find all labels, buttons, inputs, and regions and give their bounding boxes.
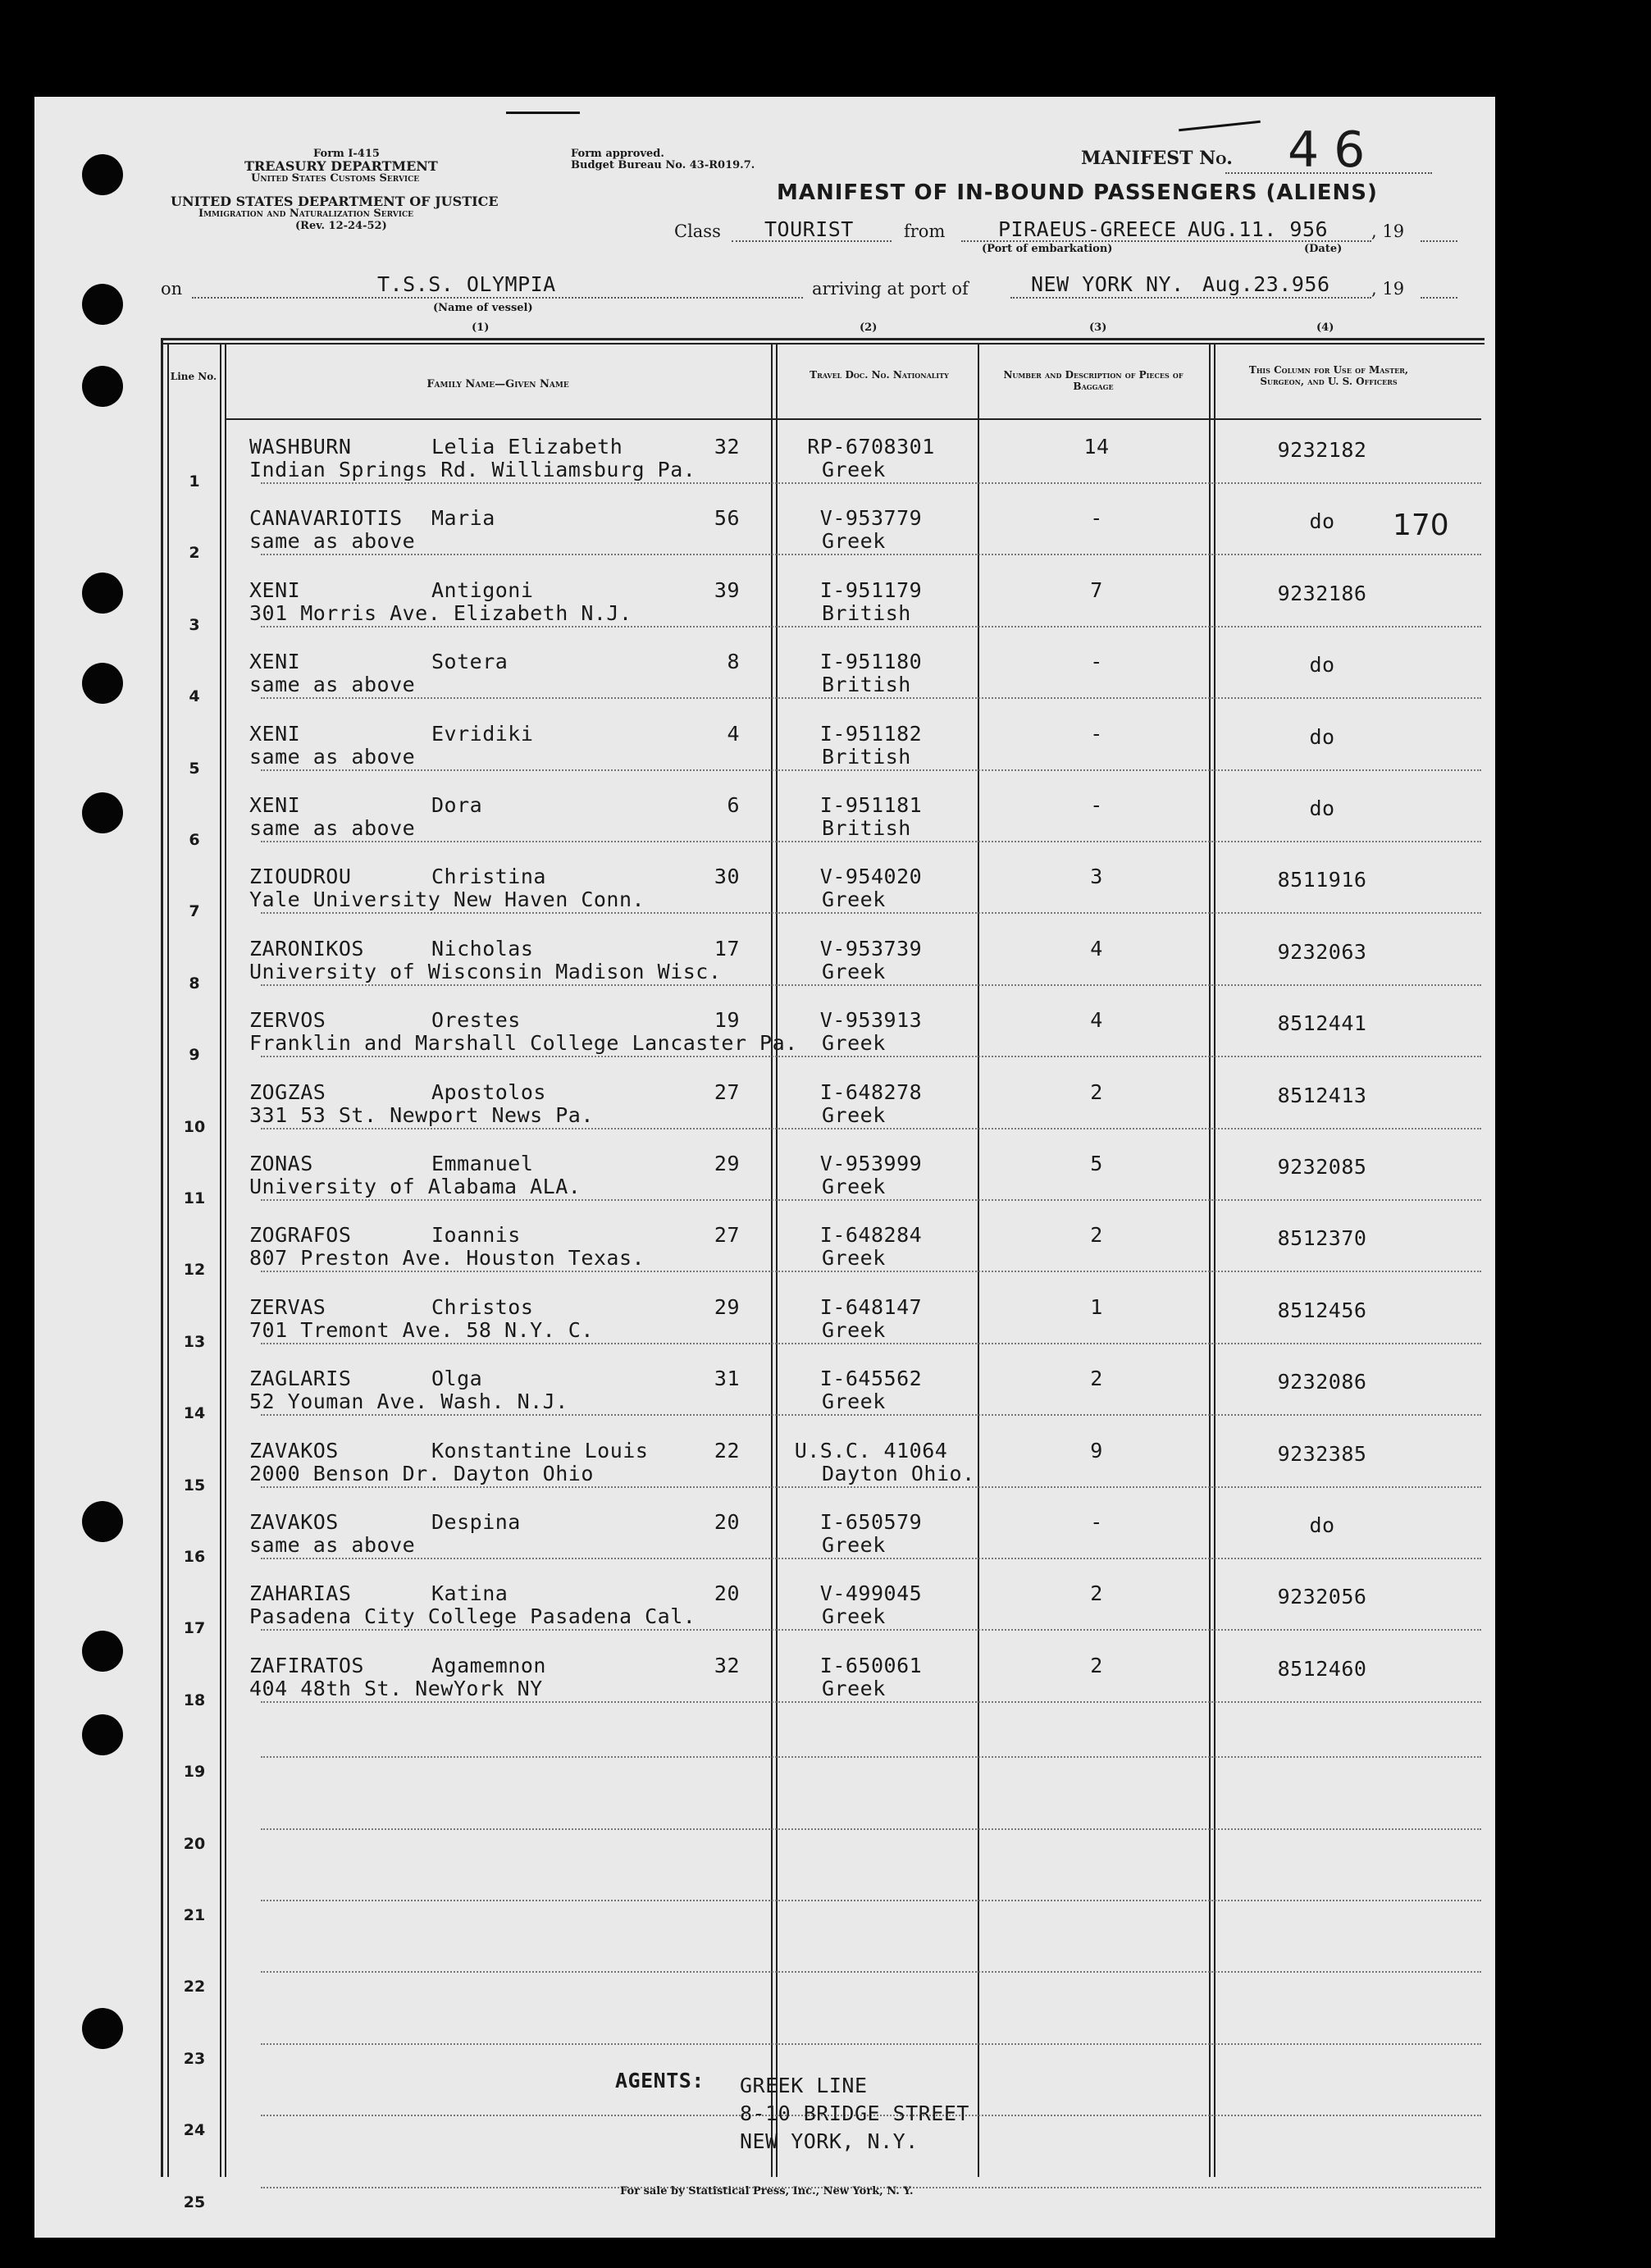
line-number: 16 (183, 1548, 206, 1566)
budget-bureau: Budget Bureau No. 43-R019.7. (571, 159, 755, 171)
given-name: Konstantine Louis (431, 1438, 649, 1463)
officer-number: 8512456 (1277, 1298, 1367, 1322)
nationality: British (822, 600, 911, 625)
row-rule (261, 2043, 1481, 2045)
year-label: , 19 (1371, 221, 1405, 241)
family-name: ZAVAKOS (249, 1510, 339, 1534)
family-name: ZIOUDROU (249, 865, 352, 889)
nationality: Greek (822, 1676, 886, 1700)
line-number: 5 (189, 759, 200, 778)
col-number-1: (1) (472, 322, 490, 334)
officer-number: 8512460 (1277, 1656, 1367, 1681)
age: 27 (714, 1079, 740, 1104)
customs-label: United States Customs Service (251, 172, 420, 185)
line-number: 15 (183, 1476, 206, 1495)
travel-doc-number: RP-6708301 (807, 435, 935, 459)
punch-hole (82, 366, 123, 407)
travel-doc-number: I-951180 (819, 650, 923, 674)
family-name: ZOGRAFOS (249, 1223, 352, 1248)
family-name: XENI (249, 577, 301, 602)
family-name: ZAGLARIS (249, 1367, 352, 1391)
officer-number: 9232086 (1277, 1370, 1367, 1394)
manifest-page (34, 97, 1495, 2238)
nationality: British (822, 673, 911, 697)
col-number-2: (2) (860, 322, 878, 334)
baggage-count: - (1090, 721, 1103, 746)
family-name: XENI (249, 721, 301, 746)
line-number: 4 (189, 687, 200, 706)
given-name: Christina (431, 865, 546, 889)
manifest-number: 46 (1288, 121, 1380, 179)
punch-hole (82, 1714, 123, 1755)
nationality: British (822, 816, 911, 840)
row-rule (261, 554, 1481, 555)
given-name: Orestes (431, 1008, 521, 1033)
from-label: from (904, 221, 946, 241)
col-number-3: (3) (1089, 322, 1107, 334)
baggage-count: 1 (1090, 1294, 1103, 1319)
punch-hole (82, 573, 123, 614)
travel-doc-number: I-951182 (819, 721, 923, 746)
header-travel-doc: Travel Doc. No. Nationality (810, 369, 949, 381)
manifest-title: MANIFEST OF IN-BOUND PASSENGERS (ALIENS) (777, 180, 1378, 205)
given-name: Christos (431, 1294, 534, 1319)
form-number: Form I-415 (313, 148, 380, 160)
nationality: Greek (822, 1031, 886, 1056)
header-baggage: Number and Description of Pieces of Baggage (1003, 369, 1184, 392)
punch-hole (82, 1631, 123, 1672)
baggage-count: 3 (1090, 865, 1103, 889)
age: 56 (714, 506, 740, 531)
family-name: CANAVARIOTIS (249, 506, 403, 531)
family-name: ZONAS (249, 1152, 313, 1175)
officer-number: 9232186 (1277, 581, 1367, 605)
row-rule (261, 1900, 1481, 1901)
row-rule (261, 984, 1481, 986)
row-rule (261, 482, 1481, 484)
age: 29 (714, 1294, 740, 1319)
travel-doc-number: V-954020 (819, 865, 923, 889)
baggage-count: 2 (1090, 1079, 1103, 1104)
line-number: 19 (183, 1763, 206, 1782)
nationality: Greek (822, 1175, 886, 1198)
baggage-count: 4 (1090, 1008, 1103, 1033)
nationality: Greek (822, 1102, 886, 1127)
row-rule (261, 1486, 1481, 1488)
nationality: Greek (822, 1533, 886, 1557)
row-rule (261, 1056, 1481, 1057)
travel-doc-number: I-951181 (819, 793, 923, 817)
justice-label: UNITED STATES DEPARTMENT OF JUSTICE (171, 194, 499, 209)
age: 27 (714, 1223, 740, 1248)
punch-hole (82, 663, 123, 704)
row-rule (261, 1971, 1481, 1973)
row-rule (261, 1629, 1481, 1631)
address: 331 53 St. Newport News Pa. (249, 1102, 594, 1127)
baggage-count: 2 (1090, 1653, 1103, 1677)
punch-hole (82, 154, 123, 195)
embark-value: PIRAEUS-GREECE (998, 217, 1177, 241)
travel-doc-number: U.S.C. 41064 (794, 1438, 948, 1463)
nationality: Greek (822, 1604, 886, 1629)
row-rule (261, 1414, 1481, 1416)
baggage-count: 2 (1090, 1223, 1103, 1248)
nationality: British (822, 744, 911, 769)
age: 32 (714, 1653, 740, 1677)
travel-doc-number: I-951179 (819, 577, 923, 602)
given-name: Maria (431, 506, 495, 531)
address: University of Alabama ALA. (249, 1175, 581, 1198)
officer-number: do (1309, 724, 1335, 749)
row-rule (261, 626, 1481, 627)
class-label: Class (674, 221, 721, 241)
class-value: TOURIST (764, 217, 854, 241)
embark-caption: (Port of embarkation) (982, 243, 1113, 255)
address: Yale University New Haven Conn. (249, 888, 645, 912)
address: 52 Youman Ave. Wash. N.J. (249, 1390, 568, 1414)
travel-doc-number: V-953779 (819, 506, 923, 531)
line-number: 1 (189, 472, 200, 491)
form-approved: Form approved. (571, 148, 664, 160)
age: 20 (714, 1581, 740, 1606)
nationality: Greek (822, 888, 886, 912)
line-number: 18 (183, 1691, 206, 1709)
row-rule (261, 1828, 1481, 1830)
row-rule (261, 1199, 1481, 1201)
travel-doc-number: I-648278 (819, 1079, 923, 1104)
officer-number: do (1309, 1513, 1335, 1537)
family-name: ZERVOS (249, 1008, 326, 1033)
row-rule (261, 697, 1481, 699)
ins-label: Immigration and Naturalization Service (198, 208, 414, 220)
row-rule (261, 1701, 1481, 1703)
line-number: 8 (189, 974, 200, 993)
officer-number: do (1309, 653, 1335, 678)
address: Pasadena City College Pasadena Cal. (249, 1604, 696, 1629)
travel-doc-number: I-648147 (819, 1294, 923, 1319)
nationality: Greek (822, 959, 886, 983)
baggage-count: 4 (1090, 936, 1103, 961)
age: 4 (727, 721, 740, 746)
footer-note: For sale by Statistical Press, Inc., New York, N. Y. (620, 2185, 914, 2197)
officer-number: 8512370 (1277, 1226, 1367, 1251)
treasury-label: TREASURY DEPARTMENT (244, 158, 438, 174)
vessel-caption: (Name of vessel) (433, 302, 533, 314)
row-rule (261, 1343, 1481, 1344)
row-rule (261, 912, 1481, 914)
baggage-count: 2 (1090, 1581, 1103, 1606)
travel-doc-number: V-953999 (819, 1152, 923, 1175)
baggage-count: 5 (1090, 1152, 1103, 1175)
address: Indian Springs Rd. Williamsburg Pa. (249, 458, 696, 481)
officer-number: 8511916 (1277, 868, 1367, 892)
header-officers: This Column for Use of Master, Surgeon, and U. S. Officers (1248, 364, 1409, 387)
address: 2000 Benson Dr. Dayton Ohio (249, 1461, 594, 1485)
given-name: Despina (431, 1510, 521, 1534)
age: 29 (714, 1152, 740, 1175)
address: same as above (249, 1533, 416, 1557)
given-name: Olga (431, 1367, 483, 1391)
nationality: Greek (822, 1390, 886, 1414)
port-value: NEW YORK NY. (1031, 272, 1184, 296)
family-name: ZERVAS (249, 1294, 326, 1319)
age: 22 (714, 1438, 740, 1463)
given-name: Nicholas (431, 936, 534, 961)
family-name: ZOGZAS (249, 1079, 326, 1104)
age: 17 (714, 936, 740, 961)
address: same as above (249, 816, 416, 840)
row-rule (261, 1128, 1481, 1129)
punch-hole (82, 1501, 123, 1542)
address: 807 Preston Ave. Houston Texas. (249, 1246, 645, 1271)
travel-doc-number: V-953913 (819, 1008, 923, 1033)
punch-hole (82, 792, 123, 833)
age: 19 (714, 1008, 740, 1033)
line-number: 12 (183, 1261, 206, 1280)
row-rule (261, 1558, 1481, 1559)
baggage-count: 7 (1090, 577, 1103, 602)
address: University of Wisconsin Madison Wisc. (249, 959, 722, 983)
on-label: on (161, 279, 183, 299)
line-number: 17 (183, 1619, 206, 1638)
nationality: Greek (822, 529, 886, 554)
given-name: Katina (431, 1581, 509, 1606)
pen-mark (1179, 121, 1261, 131)
pen-mark (506, 112, 580, 114)
line-number: 9 (189, 1046, 200, 1065)
given-name: Sotera (431, 650, 509, 674)
travel-doc-number: V-499045 (819, 1581, 923, 1606)
travel-doc-number: I-645562 (819, 1367, 923, 1391)
family-name: ZAFIRATOS (249, 1653, 364, 1677)
header-line-no: Line No. (170, 371, 217, 382)
officer-number: 9232182 (1277, 438, 1367, 462)
line-number: 3 (189, 615, 200, 634)
age: 6 (727, 793, 740, 817)
age: 20 (714, 1510, 740, 1534)
address: 404 48th St. NewYork NY (249, 1676, 543, 1700)
family-name: XENI (249, 793, 301, 817)
address: Franklin and Marshall College Lancaster Pa. (249, 1031, 798, 1056)
given-name: Emmanuel (431, 1152, 534, 1175)
baggage-count: 2 (1090, 1367, 1103, 1391)
age: 39 (714, 577, 740, 602)
punch-hole (82, 2008, 123, 2049)
embark-date: AUG.11. 956 (1188, 217, 1329, 241)
address: same as above (249, 673, 416, 697)
header-name: Family Name—Given Name (426, 378, 569, 390)
line-number: 25 (183, 2193, 206, 2211)
family-name: ZARONIKOS (249, 936, 364, 961)
given-name: Ioannis (431, 1223, 521, 1248)
age: 31 (714, 1367, 740, 1391)
line-number: 7 (189, 902, 200, 921)
date-caption: (Date) (1304, 243, 1343, 255)
address: 301 Morris Ave. Elizabeth N.J. (249, 600, 632, 625)
baggage-count: - (1090, 506, 1103, 531)
manifest-label: MANIFEST No. (1081, 148, 1233, 169)
officer-number: 9232063 (1277, 939, 1367, 964)
family-name: WASHBURN (249, 435, 352, 459)
officer-number: 9232085 (1277, 1155, 1367, 1179)
margin-annotation: 170 (1393, 509, 1449, 542)
officer-number: 9232385 (1277, 1441, 1367, 1466)
officer-number: do (1309, 509, 1335, 534)
nationality: Greek (822, 1246, 886, 1271)
travel-doc-number: I-650061 (819, 1653, 923, 1677)
given-name: Lelia Elizabeth (431, 435, 623, 459)
officer-number: 9232056 (1277, 1585, 1367, 1609)
family-name: XENI (249, 650, 301, 674)
year-label-2: , 19 (1371, 279, 1405, 299)
age: 30 (714, 865, 740, 889)
revision-label: (Rev. 12-24-52) (295, 220, 387, 232)
line-number: 13 (183, 1332, 206, 1351)
officer-number: 8512441 (1277, 1011, 1367, 1036)
family-name: ZAVAKOS (249, 1438, 339, 1463)
agents-line-3: NEW YORK, N.Y. (740, 2129, 919, 2153)
address: same as above (249, 529, 416, 554)
baggage-count: - (1090, 650, 1103, 674)
address: same as above (249, 744, 416, 769)
given-name: Evridiki (431, 721, 534, 746)
row-rule (261, 1756, 1481, 1758)
row-rule (261, 841, 1481, 842)
line-number: 6 (189, 831, 200, 849)
line-number: 24 (183, 2121, 206, 2140)
punch-hole (82, 284, 123, 325)
travel-doc-number: I-648284 (819, 1223, 923, 1248)
officer-number: 8512413 (1277, 1083, 1367, 1107)
line-number: 2 (189, 544, 200, 563)
line-number: 23 (183, 2049, 206, 2068)
given-name: Dora (431, 793, 483, 817)
agents-label: AGENTS: (615, 2069, 705, 2092)
baggage-count: 14 (1083, 435, 1110, 459)
travel-doc-number: V-953739 (819, 936, 923, 961)
arriving-label: arriving at port of (812, 279, 969, 299)
address: 701 Tremont Ave. 58 N.Y. C. (249, 1317, 594, 1342)
officer-number: do (1309, 796, 1335, 820)
row-rule (261, 769, 1481, 771)
line-number: 20 (183, 1834, 206, 1853)
baggage-count: - (1090, 1510, 1103, 1534)
age: 8 (727, 650, 740, 674)
line-number: 11 (183, 1189, 206, 1207)
row-rule (261, 1271, 1481, 1272)
arrival-date: Aug.23.956 (1202, 272, 1330, 296)
given-name: Antigoni (431, 577, 534, 602)
nationality: Greek (822, 458, 886, 481)
baggage-count: 9 (1090, 1438, 1103, 1463)
line-number: 21 (183, 1906, 206, 1924)
line-number: 14 (183, 1404, 206, 1423)
line-number: 10 (183, 1117, 206, 1136)
family-name: ZAHARIAS (249, 1581, 352, 1606)
baggage-count: - (1090, 793, 1103, 817)
given-name: Apostolos (431, 1079, 546, 1104)
given-name: Agamemnon (431, 1653, 546, 1677)
agents-line-1: GREEK LINE (740, 2074, 868, 2097)
vessel-value: T.S.S. OLYMPIA (377, 272, 556, 296)
travel-doc-number: I-650579 (819, 1510, 923, 1534)
col-number-4: (4) (1316, 322, 1334, 334)
nationality: Dayton Ohio. (822, 1461, 975, 1485)
nationality: Greek (822, 1317, 886, 1342)
agents-line-2: 8-10 BRIDGE STREET (740, 2101, 969, 2125)
line-number: 22 (183, 1978, 206, 1996)
age: 32 (714, 435, 740, 459)
